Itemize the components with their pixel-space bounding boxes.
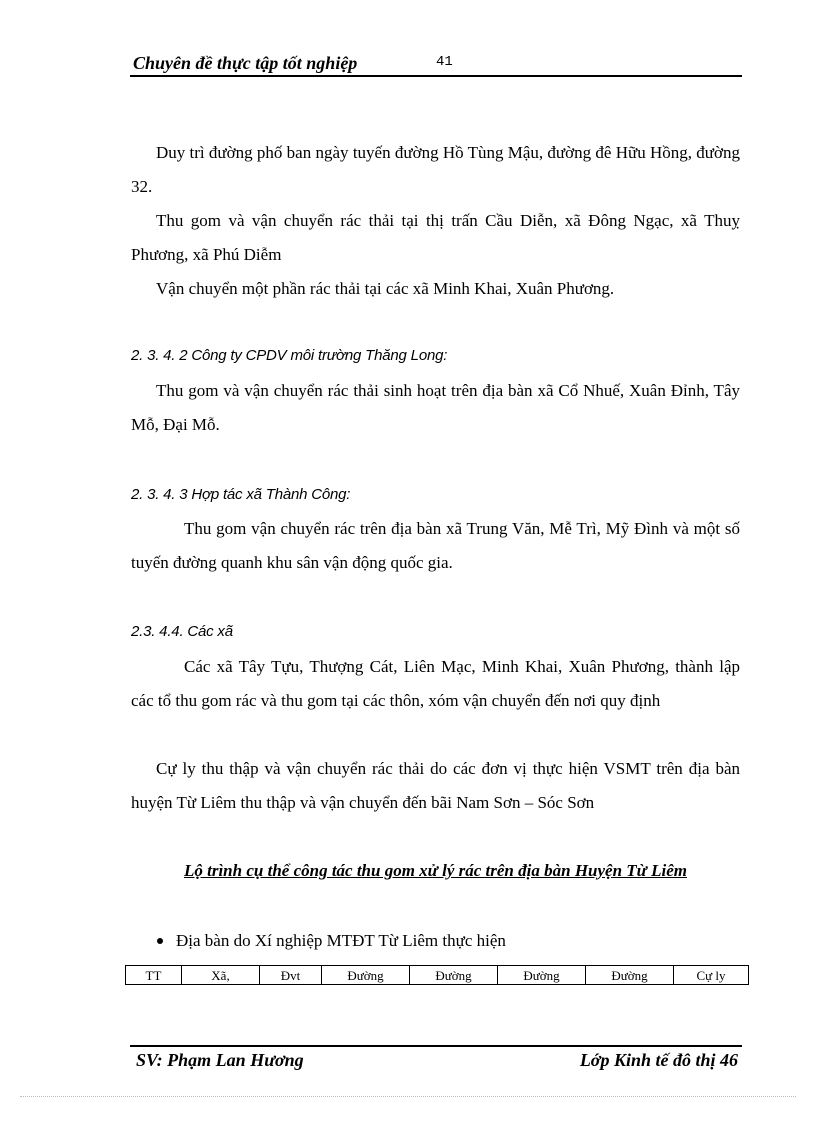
- paragraph-collection-cau-dien: Thu gom và vận chuyển rác thải tại thị trấn Cầu Diễn, xã Đông Ngạc, xã Thuỵ Phương, xã Phú Diễm: [131, 211, 740, 264]
- section-heading-cac-xa: 2.3. 4.4. Các xã: [131, 623, 233, 640]
- footer-class-name: Lớp Kinh tế đô thị 46: [579, 1050, 738, 1070]
- paragraph-transport-minh-khai: Vận chuyển một phần rác thải tại các xã Minh Khai, Xuân Phương.: [156, 279, 615, 298]
- bullet-text: Địa bàn do Xí nghiệp MTĐT Từ Liêm thực hiện: [176, 931, 506, 950]
- paragraph-street-maintenance: Duy trì đường phố ban ngày tuyến đường Hồ Tùng Mậu, đường đê Hữu Hồng, đường 32.: [131, 143, 740, 196]
- bullet-item: [157, 931, 506, 951]
- table-header-cell: Cự ly: [673, 966, 749, 984]
- paragraph-cac-xa: Các xã Tây Tựu, Thượng Cát, Liên Mạc, Minh Khai, Xuân Phương, thành lập các tổ thu gom rác và thu gom tại các thôn, xóm vận chuyển đến nơi quy định: [131, 657, 740, 710]
- table-header-cell: Xã,: [181, 966, 259, 984]
- table-header-cell: TT: [125, 966, 181, 984]
- table-header-cell: Đường: [497, 966, 585, 984]
- page-number: 41: [436, 54, 453, 70]
- header-title: Chuyên đề thực tập tốt nghiệp: [133, 53, 358, 73]
- section-heading-thanh-cong: 2. 3. 4. 3 Hợp tác xã Thành Công:: [131, 486, 351, 503]
- route-table-header: [125, 965, 749, 985]
- footer-divider: [130, 1045, 742, 1047]
- paragraph-thang-long: Thu gom và vận chuyển rác thải sinh hoạt trên địa bàn xã Cổ Nhuế, Xuân Đỉnh, Tây Mỗ, Đại Mỗ.: [131, 381, 740, 434]
- bullet-dot-icon: [157, 938, 163, 944]
- table-header-cell: Đường: [409, 966, 497, 984]
- paragraph-thanh-cong: Thu gom vận chuyển rác trên địa bàn xã Trung Văn, Mễ Trì, Mỹ Đình và một số tuyến đường quanh khu sân vận động quốc gia.: [131, 519, 740, 572]
- header-divider: [130, 75, 742, 77]
- footer-student-name: SV: Phạm Lan Hương: [136, 1050, 304, 1070]
- paragraph-distance: Cự ly thu thập và vận chuyển rác thải do các đơn vị thực hiện VSMT trên địa bàn huyện Từ Liêm thu thập và vận chuyển đến bãi Nam Sơn – Sóc Sơn: [131, 759, 740, 812]
- section-heading-thang-long: 2. 3. 4. 2 Công ty CPDV môi trường Thăng Long:: [131, 347, 448, 364]
- table-header-cell: Đường: [585, 966, 673, 984]
- table-header-cell: Đvt: [259, 966, 321, 984]
- page-break-line: [20, 1096, 796, 1097]
- route-title: Lộ trình cụ thể công tác thu gom xử lý rác trên địa bàn Huyện Từ Liêm: [183, 861, 687, 880]
- table-header-cell: Đường: [321, 966, 409, 984]
